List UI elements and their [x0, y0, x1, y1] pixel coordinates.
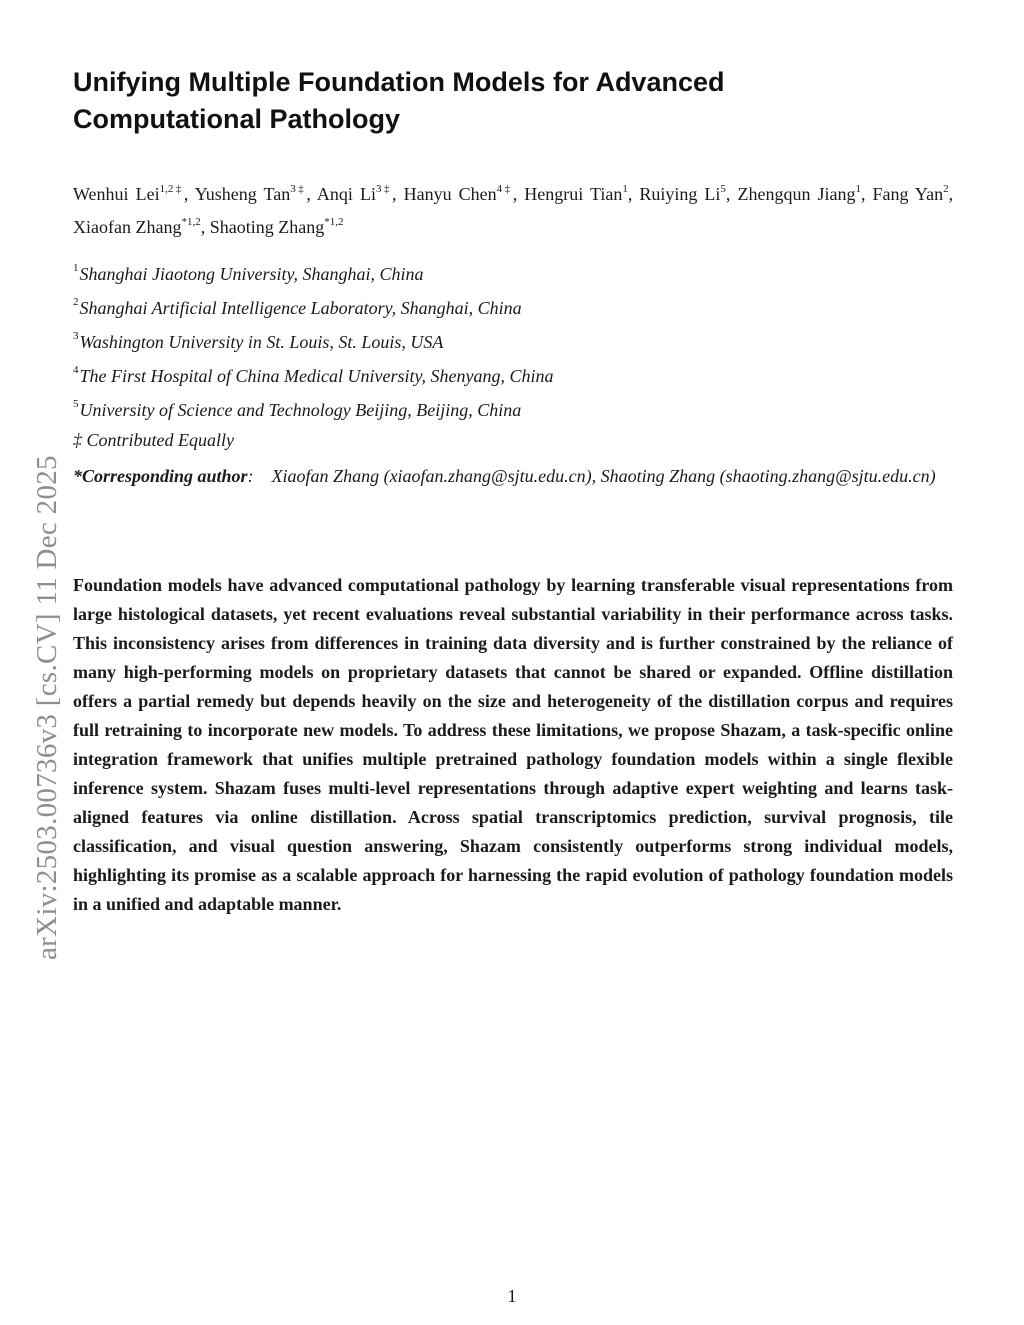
author-name: Yusheng Tan — [194, 184, 291, 204]
affiliation-number: 5 — [73, 398, 79, 410]
affiliation-text: Shanghai Artificial Intelligence Laboratory, Shanghai, China — [79, 298, 522, 318]
affiliation-number: 4 — [73, 364, 79, 376]
corresponding-author-contacts: Xiaofan Zhang (xiaofan.zhang@sjtu.edu.cn), Shaoting Zhang (shaoting.zhang@sjtu.edu.cn) — [271, 466, 936, 486]
author-affiliation-mark: 5 — [720, 183, 726, 195]
affiliation-number: 3 — [73, 330, 79, 342]
author-affiliation-mark: *1,2 — [181, 216, 201, 228]
affiliation-item — [73, 391, 953, 425]
affiliation-block — [73, 255, 953, 493]
affiliation-item — [73, 255, 953, 289]
author-affiliation-mark: 2 — [943, 183, 949, 195]
author-affiliation-mark: 3‡ — [290, 183, 307, 195]
paper-title — [73, 64, 873, 138]
author-affiliation-mark: 1,2‡ — [159, 183, 184, 195]
author-name: Shaoting Zhang — [209, 217, 325, 237]
corresponding-author: *Corresponding author: Xiaofan Zhang (xiaofan.zhang@sjtu.edu.cn), Shaoting Zhang (shaoting.zhang@sjtu.edu.cn) — [73, 466, 936, 486]
author-affiliation-mark: *1,2 — [324, 216, 344, 228]
author-affiliation-mark: 1 — [855, 183, 861, 195]
page-number: 1 — [507, 1286, 517, 1306]
affiliation-text: University of Science and Technology Beijing, Beijing, China — [79, 400, 522, 420]
abstract: Foundation models have advanced computational pathology by learning transferable visual representations from large histological datasets, yet recent evaluations reveal substantial variability in their performance across tasks. This inconsistency arises from differences in training data diversity and is further constrained by the reliance of many high-performing models on proprietary datasets that cannot be shared or expanded. Offline distillation offers a partial remedy but depends heavily on the size and heterogeneity of the distillation corpus and requires full retraining to incorporate new models. To address these limitations, we propose Shazam, a task-specific online integration framework that unifies multiple pretrained pathology foundation models within a single flexible inference system. Shazam fuses multi-level representations through adaptive expert weighting and learns task-aligned features via online distillation. Across spatial transcriptomics prediction, survival prognosis, tile classification, and visual question answering, Shazam consistently outperforms strong individual models, highlighting its promise as a scalable approach for harnessing the rapid evolution of pathology foundation models in a unified and adaptable manner. — [73, 575, 953, 914]
author-affiliation-mark: 3‡ — [375, 183, 393, 195]
author-list: Wenhui Lei$^{1,2\ddagger}$, Yusheng Tan$^{3\ddagger}$, Anqi $Li^{3\ddagger}$, Hanyu Chen$^{4\ddagger}$, Hengrui Tian$^1$, Ruiying Li$^5$, Zhengqun Jiang$^1$, Fang Yan$^2$, Xiaofan Zhang$^{*1,2}$, Shaoting Zhang$^{*1,2}$ — [73, 183, 954, 237]
title-line: Unifying Multiple Foundation Models for Advanced — [73, 67, 725, 97]
title-line: Computational Pathology — [73, 104, 400, 134]
corresponding-author-label: *Corresponding author — [73, 466, 248, 486]
author-name: Xiaofan Zhang — [73, 217, 182, 237]
equal-contribution-note: ‡ Contributed Equally — [73, 430, 234, 450]
author-affiliation-mark: 1 — [622, 183, 628, 195]
arxiv-identifier: arXiv:2503.00736v3 [cs.CV] 11 Dec 2025 — [31, 455, 63, 960]
affiliation-item — [73, 357, 953, 391]
author-name: Wenhui Lei — [73, 184, 160, 204]
affiliation-item — [73, 289, 953, 323]
affiliation-text: The First Hospital of China Medical University, Shenyang, China — [79, 366, 554, 386]
author-affiliation-mark: 4‡ — [496, 183, 513, 195]
affiliation-text: Shanghai Jiaotong University, Shanghai, China — [79, 264, 424, 284]
author-name: Ruiying Li — [639, 184, 721, 204]
affiliation-text: Washington University in St. Louis, St. Louis, USA — [79, 332, 444, 352]
affiliation-number: 1 — [73, 262, 79, 274]
author-name: Anqi Li — [316, 184, 376, 204]
author-name: Hengrui Tian — [524, 184, 623, 204]
author-name: Zhengqun Jiang — [737, 184, 856, 204]
affiliation-number: 2 — [73, 296, 79, 308]
author-name: Hanyu Chen — [403, 184, 497, 204]
author-name: Fang Yan — [872, 184, 944, 204]
affiliation-item — [73, 323, 953, 357]
